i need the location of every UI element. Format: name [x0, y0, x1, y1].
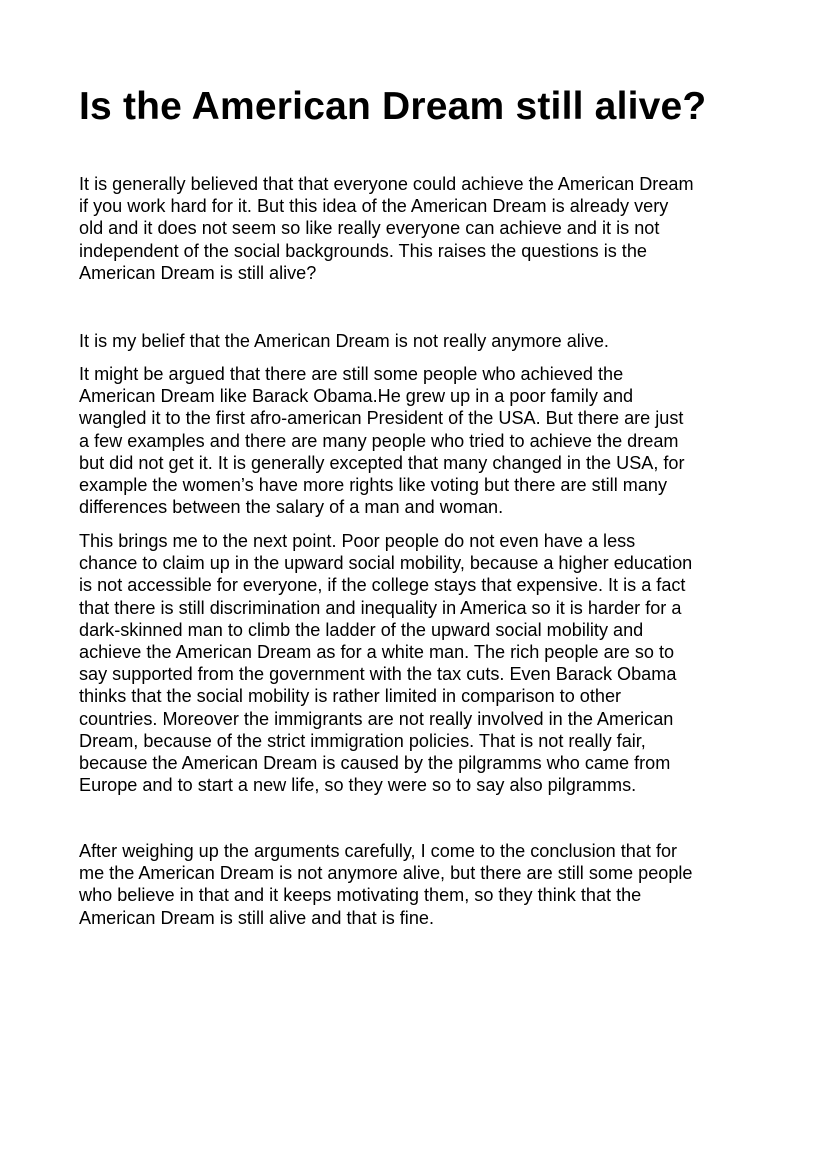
- paragraph-line: but did not get it. It is generally excepted that many changed in the USA, for: [79, 452, 685, 473]
- paragraph-conclusion: [79, 840, 759, 929]
- paragraph-line: say supported from the government with the tax cuts. Even Barack Obama: [79, 664, 677, 685]
- paragraph-argument: [79, 530, 759, 796]
- paragraph-line: if you work hard for it. But this idea of the American Dream is already very: [79, 196, 669, 217]
- paragraph-line: It is my belief that the American Dream is not really anymore alive.: [79, 331, 609, 351]
- paragraph-line: because the American Dream is caused by the pilgramms who came from: [79, 753, 671, 774]
- paragraph-line: is not accessible for everyone, if the college stays that expensive. It is a fact: [79, 575, 686, 596]
- paragraph-line: me the American Dream is not anymore alive, but there are still some people: [79, 863, 693, 884]
- paragraph-line: Europe and to start a new life, so they were so to say also pilgramms.: [79, 775, 637, 796]
- paragraph-line: wangled it to the first afro-american President of the USA. But there are just: [79, 408, 684, 429]
- paragraph-line: a few examples and there are many people who tried to achieve the dream: [79, 430, 679, 451]
- paragraph-line: old and it does not seem so like really everyone can achieve and it is not: [79, 218, 660, 239]
- paragraph-line: countries. Moreover the immigrants are not really involved in the American: [79, 708, 674, 729]
- paragraph-line: After weighing up the arguments carefully, I come to the conclusion that for: [79, 841, 678, 861]
- paragraph-line: This brings me to the next point. Poor people do not even have a less: [79, 531, 636, 551]
- paragraph-line: who believe in that and it keeps motivating them, so they think that the: [79, 885, 642, 906]
- paragraph-line: It might be argued that there are still some people who achieved the: [79, 364, 624, 384]
- paragraph-line: example the women’s have more rights like voting but there are still many: [79, 475, 667, 496]
- paragraph-line: American Dream like Barack Obama.He grew up in a poor family and: [79, 386, 634, 407]
- paragraph-line: chance to claim up in the upward social mobility, because a higher education: [79, 553, 693, 574]
- paragraph-line: thinks that the social mobility is rather limited in comparison to other: [79, 686, 622, 707]
- paragraph-line: differences between the salary of a man and woman.: [79, 497, 504, 518]
- paragraph-line: that there is still discrimination and inequality in America so it is harder for a: [79, 597, 682, 618]
- paragraph-line: American Dream is still alive and that is fine.: [79, 907, 434, 928]
- paragraph-line: achieve the American Dream as for a white man. The rich people are so to: [79, 642, 675, 663]
- paragraph-line: American Dream is still alive?: [79, 262, 317, 283]
- paragraph-counterargument: [79, 363, 759, 518]
- paragraph-line: It is generally believed that that everyone could achieve the American Dream: [79, 174, 694, 194]
- paragraph-line: independent of the social backgrounds. This raises the questions is the: [79, 240, 647, 261]
- document-title: Is the American Dream still alive?: [79, 85, 707, 128]
- paragraph-introduction: [79, 173, 759, 284]
- paragraph-line: Dream, because of the strict immigration policies. That is not really fair,: [79, 730, 646, 751]
- paragraph-line: dark-skinned man to climb the ladder of the upward social mobility and: [79, 619, 644, 640]
- paragraph-thesis: [79, 330, 759, 352]
